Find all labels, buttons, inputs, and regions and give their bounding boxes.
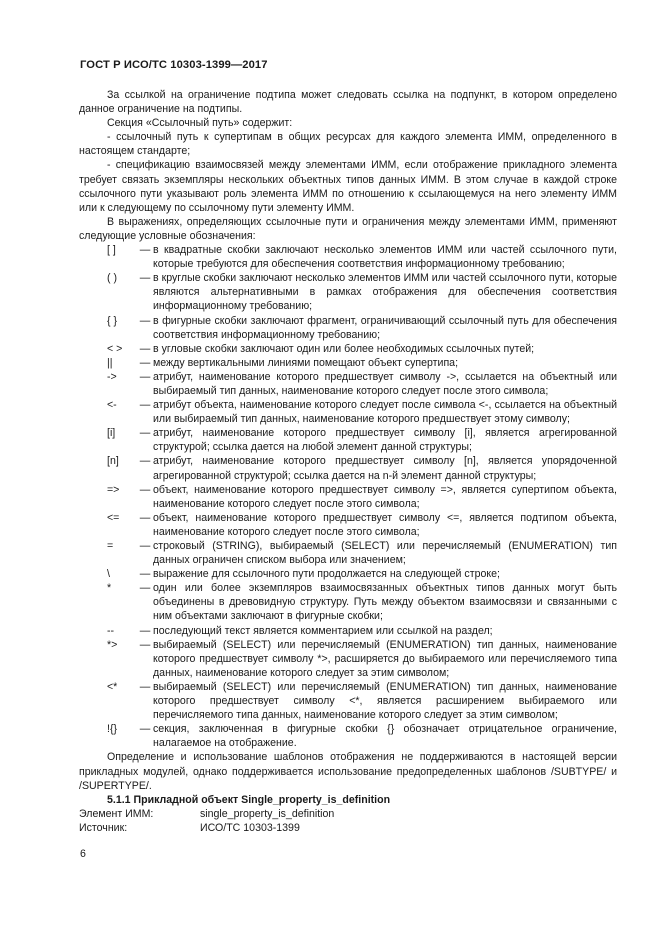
notation-dash: — xyxy=(139,244,151,257)
notation-item xyxy=(79,539,617,567)
notation-text: атрибут объекта, наименование которого следует после символа <-, ссылается на объектный или выбираемый тип данных, наименование которого предшествует этому символу; xyxy=(153,399,617,426)
notation-symbol: [n] xyxy=(107,455,119,468)
notation-item xyxy=(79,567,617,581)
notation-item xyxy=(79,370,617,398)
notation-text: выбираемый (SELECT) или перечисляемый (ENUMERATION) тип данных, наименование которого предшествует символу <*, является расширением выбираемого или перечисляемого типа данных, наименование которого следует за этим символом; xyxy=(153,680,617,722)
notation-item xyxy=(79,271,617,313)
page-content xyxy=(79,88,617,835)
notation-text: последующий текст является комментарием или ссылкой на раздел; xyxy=(153,624,493,637)
intro-paragraph: - ссылочный путь к супертипам в общих ресурсах для каждого элемента ИММ, определенного в настоящем стандарте; xyxy=(79,131,617,158)
notation-text: один или более экземпляров взаимосвязанных объектных типов данных могут быть объединены в древовидную структуру. Путь между объектом взаимосвязи и связанными с ним объектами заключают в фигурные скобки; xyxy=(153,582,617,623)
notation-symbol: [i] xyxy=(107,427,116,440)
meta-value: ИСО/ТС 10303-1399 xyxy=(200,821,300,834)
notation-dash: — xyxy=(139,568,151,581)
document-header: ГОСТ Р ИСО/ТС 10303-1399—2017 xyxy=(80,59,268,71)
notation-dash: — xyxy=(139,356,151,369)
notation-item xyxy=(79,680,617,722)
notation-dash: — xyxy=(139,638,151,651)
notation-dash: — xyxy=(139,483,151,496)
notation-symbol: <* xyxy=(107,680,118,693)
notation-dash: — xyxy=(139,427,151,440)
notation-text: в квадратные скобки заключают несколько элементов ИММ или частей ссылочного пути, которые требуются для обеспечения соответствия информационному требованию; xyxy=(153,244,617,271)
intro-paragraph: - спецификацию взаимосвязей между элементами ИММ, если отображение прикладного элемента требует связать экземпляры нескольких объектных типов данных ИММ. В этом случае в каждой строке ссылочного пути указывают роль элемента ИММ по отношению к ссылающемуся на него элементу ИММ или к следующему по ссылочному пути элементу ИММ. xyxy=(79,159,617,214)
notation-item xyxy=(79,356,617,370)
intro-paragraph: За ссылкой на ограничение подтипа может следовать ссылка на подпункт, в котором определено данное ограничение на подтипы. xyxy=(79,89,617,116)
notation-text: объект, наименование которого предшествует символу <=, является подтипом объекта, наименование которого следует после этого символа; xyxy=(153,511,617,538)
notation-symbol: [ ] xyxy=(107,244,116,257)
notation-symbol: < > xyxy=(107,342,123,355)
notation-dash: — xyxy=(139,680,151,693)
notation-symbol: <= xyxy=(107,511,120,524)
notation-item xyxy=(79,314,617,342)
closing-paragraph: Определение и использование шаблонов отображения не поддерживаются в настоящей версии прикладных модулей, однако поддерживается использование предопределенных шаблонов /SUBTYPE/ и /SUPERTYPE/. xyxy=(79,751,617,792)
notation-symbol: !{} xyxy=(107,723,118,736)
notation-dash: — xyxy=(139,399,151,412)
notation-item xyxy=(79,638,617,680)
notation-dash: — xyxy=(139,342,151,355)
notation-dash: — xyxy=(139,723,151,736)
notation-text: между вертикальными линиями помещают объект супертипа; xyxy=(153,356,459,369)
notation-item xyxy=(79,581,617,623)
notation-item xyxy=(79,342,617,356)
notation-symbol: { } xyxy=(107,314,118,327)
intro-paragraph: Секция «Ссылочный путь» содержит: xyxy=(107,117,293,130)
notation-item xyxy=(79,511,617,539)
notation-list xyxy=(79,243,617,750)
notation-symbol: ( ) xyxy=(107,272,117,285)
notation-symbol: *> xyxy=(107,638,118,651)
notation-text: атрибут, наименование которого предшествует символу ->, ссылается на объектный или выбираемый тип данных, наименование которого следует после этого символа; xyxy=(153,370,617,397)
notation-text: строковый (STRING), выбираемый (SELECT) или перечисляемый (ENUMERATION) тип данных ограничен списком выбора или значением; xyxy=(153,540,617,567)
notation-dash: — xyxy=(139,540,151,552)
intro-paragraph: В выражениях, определяющих ссылочные пути и ограничения между элементами ИММ, применяют следующие условные обозначения: xyxy=(79,215,617,242)
notation-text: в фигурные скобки заключают фрагмент, ограничивающий ссылочный путь для обеспечения соответствия информационному требованию; xyxy=(153,314,617,341)
notation-symbol: -> xyxy=(107,370,117,383)
notation-dash: — xyxy=(139,511,151,524)
notation-dash: — xyxy=(139,455,151,468)
notation-dash: — xyxy=(139,624,151,637)
notation-dash: — xyxy=(139,272,151,285)
meta-row-source xyxy=(79,821,617,835)
notation-symbol: <- xyxy=(107,399,117,412)
notation-text: в угловые скобки заключают один или более необходимых ссылочных путей; xyxy=(153,342,535,355)
section-heading: 5.1.1 Прикладной объект Single_property_is_definition xyxy=(107,793,391,806)
notation-text: в круглые скобки заключают несколько элементов ИММ или частей ссылочного пути, которые являются альтернативными в рамках отображения для обеспечения соответствия информационному требованию; xyxy=(153,272,617,313)
notation-text: объект, наименование которого предшествует символу =>, является супертипом объекта, наименование которого следует после этого символа; xyxy=(153,483,617,510)
notation-symbol: \ xyxy=(107,568,110,581)
notation-dash: — xyxy=(139,314,151,327)
meta-label: Источник: xyxy=(79,821,128,834)
notation-item xyxy=(79,243,617,271)
notation-text: атрибут, наименование которого предшествует символу [i], является агрегированной структурой; ссылка дается на любой элемент данной структуры; xyxy=(153,427,617,454)
notation-dash: — xyxy=(139,370,151,383)
page-number: 6 xyxy=(80,848,86,860)
notation-text: атрибут, наименование которого предшествует символу [n], является упорядоченной агрегированной структурой; ссылка дается на n-й элемент данной структуры; xyxy=(153,455,617,482)
notation-dash: — xyxy=(139,582,151,595)
notation-item xyxy=(79,454,617,482)
meta-label: Элемент ИММ: xyxy=(79,807,154,820)
notation-symbol: = xyxy=(107,540,114,552)
meta-row-element xyxy=(79,807,617,821)
notation-item xyxy=(79,624,617,638)
notation-item xyxy=(79,722,617,750)
notation-symbol: => xyxy=(107,483,120,496)
notation-symbol: -- xyxy=(107,624,115,637)
notation-text: выбираемый (SELECT) или перечисляемый (ENUMERATION) тип данных, наименование которого предшествует символу *>, расширяется до выбираемого или перечисляемого типа данных, наименование которого следует за этим символом; xyxy=(153,638,617,679)
meta-value: single_property_is_definition xyxy=(200,807,335,820)
notation-item xyxy=(79,398,617,426)
notation-item xyxy=(79,483,617,511)
notation-item xyxy=(79,426,617,454)
notation-text: секция, заключенная в фигурные скобки {} обозначает отрицательное ограничение, налагаемое на отображение. xyxy=(153,723,617,750)
notation-symbol: * xyxy=(107,582,112,595)
notation-symbol: || xyxy=(107,356,113,369)
notation-text: выражение для ссылочного пути продолжается на следующей строке; xyxy=(153,568,500,581)
